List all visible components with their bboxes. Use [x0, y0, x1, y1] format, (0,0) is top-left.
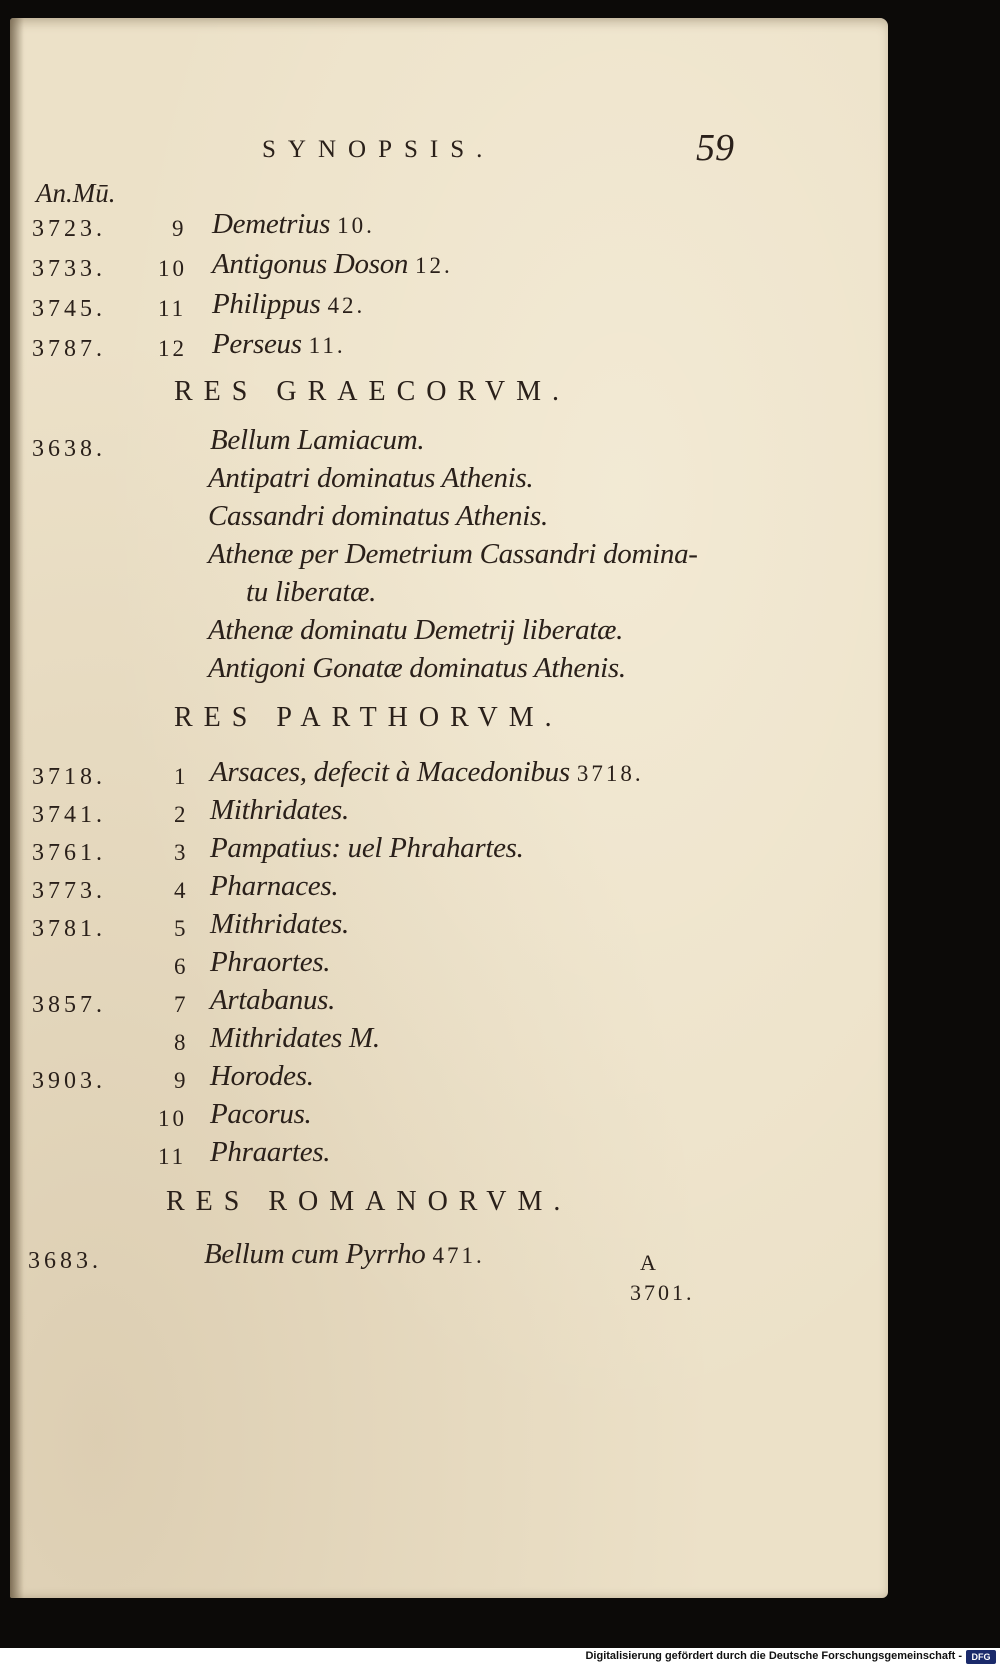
- king-name: Horodes.: [210, 1060, 314, 1092]
- reign-years: 42.: [327, 293, 366, 318]
- ordinal-cell: 5: [174, 916, 189, 941]
- year-cell: 3745.: [32, 296, 106, 322]
- king-entry: [212, 248, 453, 281]
- event-line: Cassandri dominatus Athenis.: [208, 500, 548, 532]
- year-cell: 3781.: [32, 916, 106, 942]
- king-name: Perseus: [212, 328, 302, 360]
- event-line: Athenæ dominatu Demetrij liberatæ.: [208, 614, 624, 646]
- page-spine-shadow: [10, 18, 24, 1598]
- signature-mark: A: [640, 1250, 659, 1275]
- king-entry: [212, 208, 375, 241]
- book-page: [10, 18, 888, 1598]
- funding-credit: Digitalisierung gefördert durch die Deutsche Forschungsgemeinschaft -: [585, 1650, 962, 1662]
- ordinal-cell: 12: [158, 336, 187, 361]
- year-cell: 3741.: [32, 802, 106, 828]
- king-name: Philippus: [212, 288, 321, 320]
- ordinal-cell: 10: [158, 256, 187, 281]
- reign-years: 12.: [415, 253, 453, 278]
- king-name: Mithridates.: [210, 908, 349, 940]
- king-name: Mithridates M.: [210, 1022, 380, 1054]
- year-cell: 3638.: [32, 436, 106, 462]
- event-line-continued: tu liberatæ.: [246, 576, 377, 608]
- page-number: 59: [696, 127, 734, 169]
- ordinal-cell: 4: [174, 878, 189, 903]
- king-name: Arsaces, defecit à Macedonibus: [210, 756, 570, 788]
- ordinal-cell: 8: [174, 1030, 189, 1055]
- year-cell: 3723.: [32, 216, 106, 242]
- year-cell: 3733.: [32, 256, 106, 282]
- ordinal-cell: 11: [158, 296, 187, 321]
- ordinal-cell: 2: [174, 802, 189, 827]
- king-name: Demetrius: [212, 208, 331, 240]
- event-line: Antigoni Gonatæ dominatus Athenis.: [208, 652, 626, 684]
- event-line: Antipatri dominatus Athenis.: [208, 462, 534, 494]
- entry-year: 3718.: [576, 761, 644, 786]
- king-entry: [212, 288, 365, 321]
- year-cell: 3773.: [32, 878, 106, 904]
- ordinal-cell: 10: [158, 1106, 187, 1131]
- year-cell: 3787.: [32, 336, 106, 362]
- column-label: An.Mū.: [36, 178, 116, 208]
- section-heading-romanorum: RES ROMANORVM.: [166, 1186, 572, 1217]
- event-name: Bellum cum Pyrrho: [204, 1238, 426, 1270]
- king-name: Phraartes.: [210, 1136, 331, 1168]
- running-head: SYNOPSIS.: [262, 136, 495, 163]
- ordinal-cell: 9: [172, 216, 187, 241]
- event-entry: [204, 1238, 485, 1271]
- year-cell: 3903.: [32, 1068, 106, 1094]
- ordinal-cell: 7: [174, 992, 189, 1017]
- king-entry: [212, 328, 346, 361]
- year-cell: 3761.: [32, 840, 106, 866]
- event-line: Athenæ per Demetrium Cassandri domina-: [208, 538, 698, 570]
- section-heading-parthorum: RES PARTHORVM.: [174, 702, 563, 733]
- event-line: Bellum Lamiacum.: [210, 424, 425, 456]
- entry-year: 471.: [432, 1243, 485, 1268]
- ordinal-cell: 6: [174, 954, 189, 979]
- king-name: Pampatius: uel Phrahartes.: [210, 832, 524, 864]
- king-name: Pharnaces.: [210, 870, 339, 902]
- ordinal-cell: 9: [174, 1068, 189, 1093]
- year-cell: 3683.: [28, 1248, 102, 1274]
- king-name: Mithridates.: [210, 794, 349, 826]
- king-name: Phraortes.: [210, 946, 331, 978]
- section-heading-graecorum: RES GRAECORVM.: [174, 376, 571, 407]
- dfg-logo: DFG: [966, 1650, 996, 1664]
- year-cell: 3857.: [32, 992, 106, 1018]
- king-name: Antigonus Doson: [212, 248, 409, 280]
- ordinal-cell: 1: [174, 764, 189, 789]
- king-name: Artabanus.: [210, 984, 336, 1016]
- king-name: Pacorus.: [210, 1098, 312, 1130]
- ordinal-cell: 11: [158, 1144, 187, 1169]
- king-entry: [210, 756, 644, 789]
- year-cell: 3718.: [32, 764, 106, 790]
- reign-years: 11.: [308, 333, 346, 358]
- catchword: 3701.: [630, 1280, 695, 1305]
- ordinal-cell: 3: [174, 840, 189, 865]
- reign-years: 10.: [337, 213, 375, 238]
